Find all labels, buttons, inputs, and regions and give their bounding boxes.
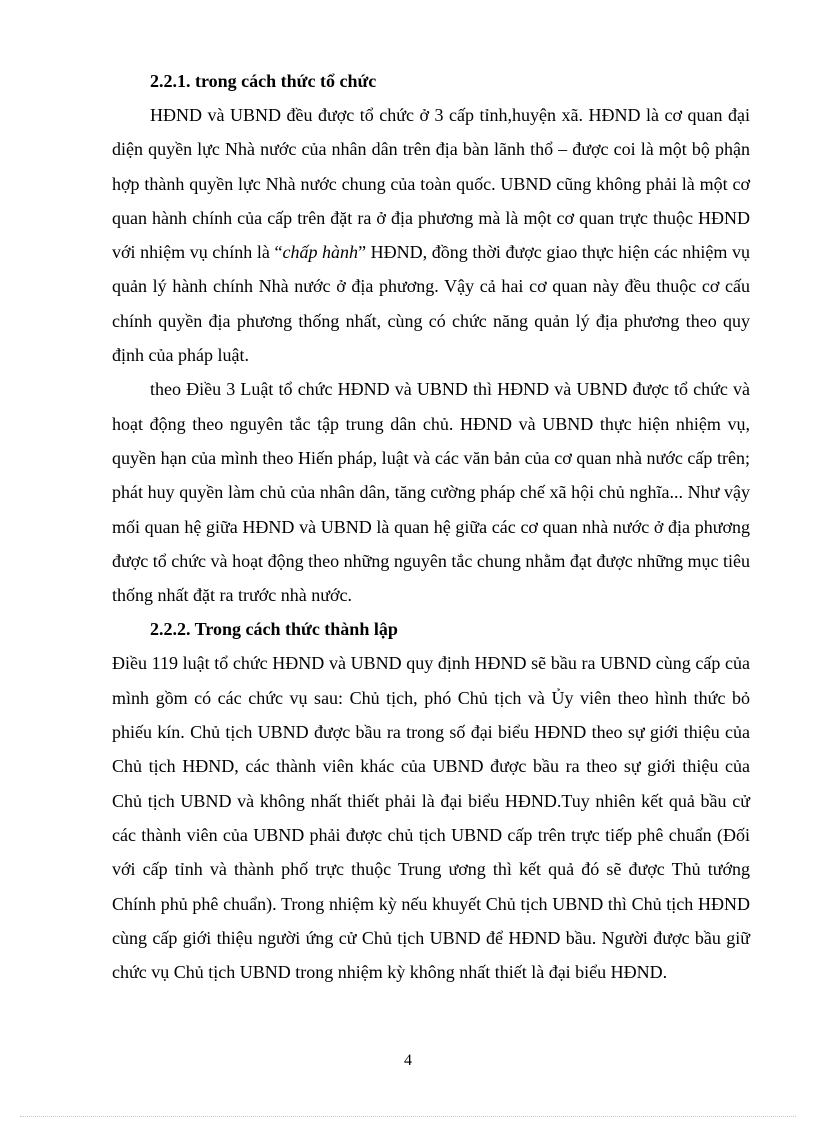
section-2-2-1-paragraph-2: theo Điều 3 Luật tổ chức HĐND và UBND thì HĐND và UBND được tổ chức và hoạt động theo nguyên tắc tập trung dân chủ. HĐND và UBND thực hiện nhiệm vụ, quyền hạn của mình theo Hiến pháp, luật và các văn bản của cơ quan nhà nước cấp trên; phát huy quyền làm chủ của nhân dân, tăng cường pháp chế xã hội chủ nghĩa... Như vậy mối quan hệ giữa HĐND và UBND là quan hệ giữa các cơ quan nhà nước ở địa phương được tổ chức và hoạt động theo những nguyên tắc chung nhằm đạt được những mục tiêu thống nhất đặt ra trước nhà nước.: [112, 379, 750, 606]
section-2-2-2-paragraph-1: Điều 119 luật tổ chức HĐND và UBND quy định HĐND sẽ bầu ra UBND cùng cấp của mình gồm có các chức vụ sau: Chủ tịch, phó Chủ tịch và Ủy viên theo hình thức bỏ phiếu kín. Chủ tịch UBND được bầu ra trong số đại biểu HĐND theo sự giới thiệu của Chủ tịch HĐND, các thành viên khác của UBND được bầu ra theo sự giới thiệu của Chủ tịch UBND và không nhất thiết phải là đại biểu HĐND.Tuy nhiên kết quả bầu cử các thành viên của UBND phải được chủ tịch UBND cấp trên trực tiếp phê chuẩn (Đối với cấp tỉnh và thành phố trực thuộc Trung ương thì kết quả đó sẽ được Thủ tướng Chính phủ phê chuẩn). Trong nhiệm kỳ nếu khuyết Chủ tịch UBND thì Chủ tịch HĐND cùng cấp giới thiệu người ứng cử Chủ tịch UBND để HĐND bầu. Người được bầu giữ chức vụ Chủ tịch UBND trong nhiệm kỳ không nhất thiết là đại biểu HĐND.: [112, 653, 750, 983]
page-bottom-divider: [20, 1116, 796, 1117]
page-content: [112, 64, 750, 989]
section-heading-2-2-2: 2.2.2. Trong cách thức thành lập: [150, 619, 398, 640]
section-heading-2-2-1: 2.2.1. trong cách thức tổ chức: [150, 71, 377, 91]
section-2-2-1-paragraph-1: [112, 98, 750, 372]
italic-term: chấp hành: [282, 242, 359, 263]
page-number: 4: [404, 1052, 412, 1069]
paragraph-text: ” HĐND, đồng thời được giao thực hiện các nhiệm vụ quản lý hành chính Nhà nước ở địa phương. Vậy cả hai cơ quan này đều thuộc cơ cấu chính quyền địa phương thống nhất, cùng có chức năng quản lý địa phương theo quy định của pháp luật.: [112, 242, 750, 366]
paragraph-text: HĐND và UBND đều được tổ chức ở 3 cấp tỉnh,huyện xã. HĐND là cơ quan đại diện quyền lực Nhà nước của nhân dân trên địa bàn lãnh thổ – được coi là một bộ phận hợp thành quyền lực Nhà nước chung của toàn quốc. UBND cũng không phải là một cơ quan hành chính của cấp trên đặt ra ở địa phương mà là một cơ quan trực thuộc HĐND với nhiệm vụ chính là “: [112, 105, 750, 263]
